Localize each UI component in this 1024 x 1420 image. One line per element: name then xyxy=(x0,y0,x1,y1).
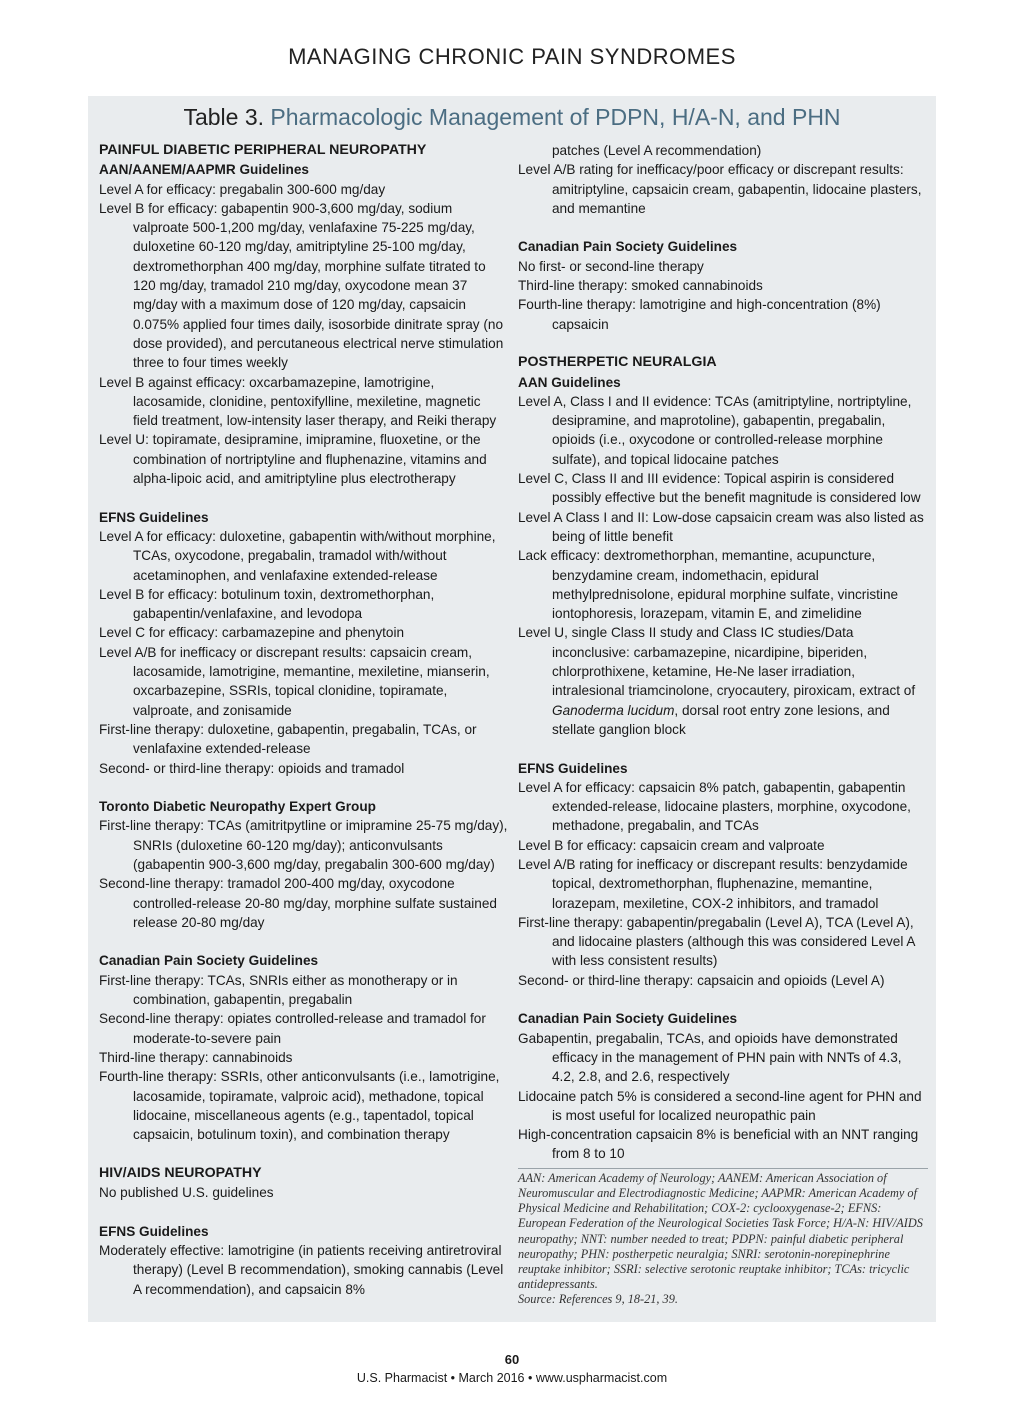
phn-levelu-species: Ganoderma lucidum xyxy=(552,702,675,718)
left-column xyxy=(99,141,509,1299)
phn-aan-entry-4: Lack efficacy: dextromethorphan, memantine, acupuncture, benzydamine cream, indomethacin, epidural methylprednisolone, epidural morphine sulfate, vincristine iontophoresis, lorazepam, vitamin E, and zimelidine xyxy=(518,548,899,622)
hiv-note: No published U.S. guidelines xyxy=(99,1185,274,1201)
phn-cps-entry-3: High-concentration capsaicin 8% is beneficial with an NNT ranging from 8 to 10 xyxy=(518,1127,919,1162)
pdpn-efns-entry-5: First-line therapy: duloxetine, gabapentin, pregabalin, TCAs, or venlafaxine extended-release xyxy=(99,721,477,757)
table-title xyxy=(88,104,936,131)
phn-aan-entry-1: Level A, Class I and II evidence: TCAs (amitriptyline, nortriptyline, desipramine, and maprotoline), gabapentin, pregabalin, opioids (i.e., oxycodone or controlled-release morphine sulfate), and topical lidocaine patches xyxy=(518,393,912,467)
hiv-heading: HIV/AIDS NEUROPATHY xyxy=(99,1164,262,1181)
pdpn-efns-entry-3: Level C for efficacy: carbamazepine and phenytoin xyxy=(99,625,405,641)
hiv-efns-entry-1: Moderately effective: lamotrigine (in patients receiving antiretroviral therapy) (Level B recommendation), smoking cannabis (Level A recommendation), and capsaicin 8% xyxy=(99,1242,504,1297)
pdpn-efns-heading: EFNS Guidelines xyxy=(99,509,209,525)
phn-efns-entry-3: Level A/B rating for inefficacy or discrepant results: benzydamide topical, dextromethorphan, fluphenazine, memantine, lorazepam, mexiletine, COX-2 inhibitors, and tramadol xyxy=(518,856,908,911)
page-number: 60 xyxy=(504,1352,520,1367)
phn-cps-entry-1: Gabapentin, pregabalin, TCAs, and opioids have demonstrated efficacy in the management of PHN pain with NNTs of 4.3, 4.2, 2.8, and 2.6, respectively xyxy=(518,1030,902,1085)
footer-source-line: U.S. Pharmacist • March 2016 • www.uspharmacist.com xyxy=(356,1371,668,1385)
pdpn-cps-entry-2: Second-line therapy: opiates controlled-release and tramadol for moderate-to-severe pain xyxy=(99,1011,486,1046)
hiv-cps-entry-2: Third-line therapy: smoked cannabinoids xyxy=(518,278,763,294)
phn-levelu-text-b: , dorsal root entry zone lesions, and stellate ganglion block xyxy=(552,702,890,737)
table-title-prefix: Table 3. xyxy=(183,104,265,130)
table-footnote xyxy=(518,1168,928,1308)
phn-efns-entry-5: Second- or third-line therapy: capsaicin and opioids (Level A) xyxy=(518,972,885,988)
phn-cps-entry-2: Lidocaine patch 5% is considered a second-line agent for PHN and is most useful for localized neuropathic pain xyxy=(518,1088,922,1123)
table-3-box xyxy=(88,96,936,1322)
pdpn-toronto-entry-2: Second-line therapy: tramadol 200-400 mg/day, oxycodone controlled-release 20-80 mg/day, morphine sulfate sustained release 20-80 mg/day xyxy=(99,876,497,930)
phn-aan-heading: AAN Guidelines xyxy=(518,374,621,390)
pdpn-efns-entry-1: Level A for efficacy: duloxetine, gabapentin with/without morphine, TCAs, oxycodone, pregabalin, tramadol with/without acetaminophen, and venlafaxine extended-release xyxy=(99,528,496,583)
pdpn-toronto-heading: Toronto Diabetic Neuropathy Expert Group xyxy=(99,799,376,815)
hiv-efns-entry-2: Level A/B rating for inefficacy/poor efficacy or discrepant results: amitriptyline, capsaicin cream, gabapentin, lidocaine plasters, and memantine xyxy=(518,162,922,216)
right-column xyxy=(518,141,928,1308)
hiv-cps-entry-1: No first- or second-line therapy xyxy=(518,258,704,274)
hiv-efns-heading: EFNS Guidelines xyxy=(99,1223,209,1239)
pdpn-efns-entry-4: Level A/B for inefficacy or discrepant results: capsaicin cream, lacosamide, lamotrigine, memantine, mexiletine, mianserin, oxcarbazepine, SSRIs, topical clonidine, topiramate, valproate, and zonisamide xyxy=(99,644,490,718)
phn-aan-entry-2: Level C, Class II and III evidence: Topical aspirin is considered possibly effective but the benefit magnitude is considered low xyxy=(518,471,921,506)
phn-efns-heading: EFNS Guidelines xyxy=(518,760,628,776)
pdpn-cps-entry-1: First-line therapy: TCAs, SNRIs either as monotherapy or in combination, gabapentin, pregabalin xyxy=(99,972,458,1008)
pdpn-aan-entry-3: Level B against efficacy: oxcarbamazepine, lamotrigine, lacosamide, clonidine, pentoxifylline, mexiletine, magnetic field treatment, low-intensity laser therapy, and Reiki therapy xyxy=(99,374,497,429)
pdpn-efns-entry-6: Second- or third-line therapy: opioids and tramadol xyxy=(99,760,405,776)
footnote-abbreviations: AAN: American Academy of Neurology; AANEM: American Association of Neuromuscular and Electrodiagnostic Medicine; AAPMR: American Academy of Physical Medicine and Rehabilitation; COX-2: cyclooxygenase-2; EFNS: European Federation of the Neurological Societies Task Force; H/A-N: HIV/AIDS neuropathy; NNT: number needed to treat; PDPN: painful diabetic peripheral neuropathy; PHN: postherpetic neuralgia; SNRI: serotonin-norepinephrine reuptake inhibitor; SSRI: selective serotonic reuptake inhibitor; TCAs: tricyclic antidepressants. xyxy=(518,1170,923,1292)
pdpn-toronto-entry-1: First-line therapy: TCAs (amitritpytline or imipramine 25-75 mg/day), SNRIs (duloxetine 60-120 mg/day); anticonvulsants (gabapentin 900-3,600 mg/day, pregabalin 300-600 mg/day) xyxy=(99,818,508,872)
pdpn-heading: PAINFUL DIABETIC PERIPHERAL NEUROPATHY xyxy=(99,142,427,158)
phn-aan-entry-5 xyxy=(518,623,928,739)
phn-cps-heading: Canadian Pain Society Guidelines xyxy=(518,1011,738,1027)
phn-efns-entry-2: Level B for efficacy: capsaicin cream and valproate xyxy=(518,837,825,853)
table-title-text: Pharmacologic Management of PDPN, H/A-N, and PHN xyxy=(270,104,841,130)
pdpn-efns-entry-2: Level B for efficacy: botulinum toxin, dextromethorphan, gabapentin/venlafaxine, and levodopa xyxy=(99,586,435,622)
pdpn-aan-entry-4: Level U: topiramate, desipramine, imipramine, fluoxetine, or the combination of nortriptyline and fluphenazine, vitamins and alpha-lipoic acid, and amitriptyline plus electrotherapy xyxy=(99,432,487,487)
phn-efns-entry-1: Level A for efficacy: capsaicin 8% patch, gabapentin, gabapentin extended-release, lidocaine plasters, morphine, oxycodone, methadone, pregabalin, and TCAs xyxy=(518,779,911,834)
pdpn-aan-heading: AAN/AANEM/AAPMR Guidelines xyxy=(99,162,309,178)
phn-heading: POSTHERPETIC NEURALGIA xyxy=(518,354,717,371)
pdpn-aan-entry-1: Level A for efficacy: pregabalin 300-600 mg/day xyxy=(99,181,386,197)
hiv-cps-heading: Canadian Pain Society Guidelines xyxy=(518,239,738,255)
pdpn-cps-entry-4: Fourth-line therapy: SSRIs, other anticonvulsants (i.e., lamotrigine, lacosamide, topiramate, valproic acid), methadone, topical lidocaine, miscellaneous agents (e.g., tapentadol, topical capsaicin, botulinum toxin), and combination therapy xyxy=(99,1069,500,1143)
phn-efns-entry-4: First-line therapy: gabapentin/pregabalin (Level A), TCA (Level A), and lidocaine plasters (although this was considered Level A with less consistent results) xyxy=(518,914,915,969)
footnote-source: Source: References 9, 18-21, 39. xyxy=(518,1292,678,1307)
phn-aan-entry-3: Level A Class I and II: Low-dose capsaicin cream was also listed as being of little benefit xyxy=(518,509,924,544)
running-head: MANAGING CHRONIC PAIN SYNDROMES xyxy=(288,44,736,69)
pdpn-cps-entry-3: Third-line therapy: cannabinoids xyxy=(99,1049,293,1065)
pdpn-cps-heading: Canadian Pain Society Guidelines xyxy=(99,953,319,969)
phn-levelu-text-a: Level U, single Class II study and Class IC studies/Data inconclusive: carbamazepine, nicardipine, biperiden, chlorprothixene, ketamine, He-Ne laser irradiation, intralesional triamcinolone, cryocautery, piroxicam, extract of xyxy=(518,625,916,699)
hiv-cps-entry-3: Fourth-line therapy: lamotrigine and high-concentration (8%) capsaicin xyxy=(518,297,881,332)
pdpn-aan-entry-2: Level B for efficacy: gabapentin 900-3,600 mg/day, sodium valproate 500-1,200 mg/day, venlafaxine 75-225 mg/day, duloxetine 60-120 mg/day, amitriptyline 25-100 mg/day, dextromethorphan 400 mg/day, morphine sulfate titrated to 120 mg/day, tramadol 210 mg/day, oxycodone mean 37 mg/day with a maximum dose of 120 mg/day, capsaicin 0.075% applied four times daily, isosorbide dinitrate spray (no dose provided), and percutaneous electrical nerve stimulation three to four times weekly xyxy=(99,200,504,371)
hiv-efns-entry-1-continued: patches (Level A recommendation) xyxy=(552,143,762,158)
